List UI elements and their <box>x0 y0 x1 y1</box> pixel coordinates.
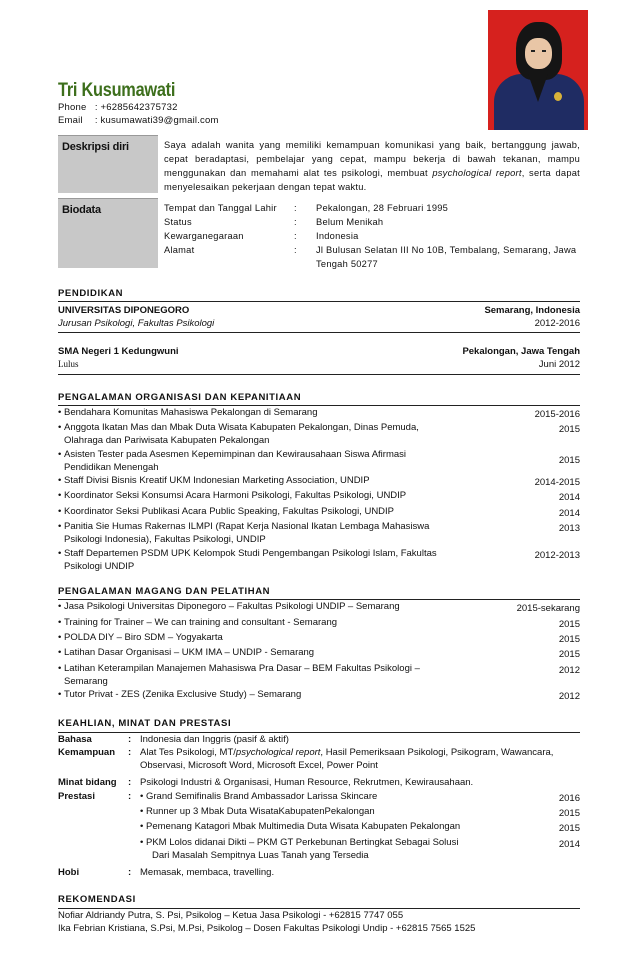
list-item: • Bendahara Komunitas Mahasiswa Pekalongan di Semarang 2015-2016 <box>58 406 580 421</box>
list-item: • Runner up 3 Mbak Duta WisataKabupatenPekalongan 2015 <box>140 805 580 820</box>
skill-minat: Minat bidang : Psikologi Industri & Organisasi, Human Resource, Rekrutmen, Kewirausahaan. <box>58 777 474 789</box>
pendidikan-section <box>58 287 580 375</box>
list-item: • Tutor Privat - ZES (Zenika Exclusive Study) – Semarang 2012 <box>58 688 580 703</box>
rekomendasi-title: REKOMENDASI <box>58 893 580 908</box>
rekomendasi-section <box>58 893 580 934</box>
list-item: • Training for Trainer – We can training and consultant - Semarang 2015 <box>58 616 580 631</box>
list-item: • Staff Departemen PSDM UPK Kelompok Studi Pengembangan Psikologi Islam, Fakultas Psikologi UNDIP 2012-2013 <box>58 547 580 574</box>
list-item: • Latihan Dasar Organisasi – UKM IMA – UNDIP - Semarang 2015 <box>58 646 580 661</box>
contact-info <box>58 101 219 127</box>
biodata-label: Biodata <box>58 198 158 268</box>
list-item: • Jasa Psikologi Universitas Diponegoro – Fakultas Psikologi UNDIP – Semarang 2015-sekarang <box>58 600 580 615</box>
university-major: Jurusan Psikologi, Fakultas Psikologi <box>58 318 215 330</box>
university-location: Semarang, Indonesia <box>484 305 580 317</box>
list-item: • PKM Lolos didanai Dikti – PKM GT Perkebunan Bertingkat Sebagai Solusi Dari Masalah Sempitnya Luas Tanah yang Tersedia 2014 <box>140 836 580 863</box>
bio-key: Status <box>164 217 192 227</box>
bio-key: Alamat <box>164 245 195 255</box>
skill-prestasi: Prestasi : • Grand Semifinalis Brand Ambassador Larissa Skincare 2016 • Runner up 3 Mbak Duta WisataKabupatenPekalongan 2015 • Pemenang Katagori Mbak Multimedia Duta Wisata Kabupaten Pekalongan 2015 • PKM Lolos didanai Dikti – PKM GT Perkebunan Bertingkat Sebagai Solusi Dari Masalah Sempitnya Luas Tanah yang Tersedia 2014 <box>58 790 580 862</box>
list-item: • Koordinator Seksi Konsumsi Acara Harmoni Psikologi, Fakultas Psikologi, UNDIP 2014 <box>58 489 580 504</box>
skill-kemampuan: Kemampuan : Alat Tes Psikologi, MT/psychological report, Hasil Pemeriksaan Psikologi, Psikogram, Wawancara, Observasi, Microsoft Word, Microsoft Excel, Power Point <box>58 746 554 772</box>
rekomendasi-line: Nofiar Aldriandy Putra, S. Psi, Psikolog – Ketua Jasa Psikologi - +62815 7747 055 <box>58 909 404 921</box>
bio-value: Belum Menikah <box>316 217 384 227</box>
bio-value: Pekalongan, 28 Februari 1995 <box>316 203 449 213</box>
rekomendasi-line: Ika Febrian Kristiana, S.Psi, M.Psi, Psikolog – Dosen Fakultas Psikologi Undip - +62815 7565 1525 <box>58 922 476 934</box>
list-item: • Asisten Tester pada Asesmen Kepemimpinan dan Kewirausahaan Siswa Afirmasi Pendidikan Menengah 2015 <box>58 448 580 475</box>
list-item: • Latihan Keterampilan Manajemen Mahasiswa Pra Dasar – BEM Fakultas Psikologi – Semarang 2012 <box>58 662 580 689</box>
school-status: Lulus <box>58 359 79 370</box>
biodata-grid: Tempat dan Tanggal Lahir : Pekalongan, 28 Februari 1995 Status : Belum Menikah Kewarganegaraan : Indonesia Alamat : Jl Bulusan Selatan III No 10B, Tembalang, Semarang, Jawa Tengah 50277 <box>164 201 580 271</box>
university-name: UNIVERSITAS DIPONEGORO <box>58 305 190 317</box>
deskripsi-text: Saya adalah wanita yang memiliki kemampuan komunikasi yang baik, bertanggung jawab, cepat beradaptasi, pembelajar yang cepat, mampu bekerja di bawah tekanan, mampu menggunakan dan memahami alat tes psikologi, membuat psychological report, serta dapat menyelesaikan pekerjaan dengan tepat waktu. <box>164 140 580 192</box>
school-name: SMA Negeri 1 Kedungwuni <box>58 346 179 358</box>
bio-value: Indonesia <box>316 231 359 241</box>
list-item: • Pemenang Katagori Mbak Multimedia Duta Wisata Kabupaten Pekalongan 2015 <box>140 820 580 835</box>
list-item: • Grand Semifinalis Brand Ambassador Larissa Skincare 2016 <box>140 790 580 805</box>
list-item: • POLDA DIY – Biro SDM – Yogyakarta 2015 <box>58 631 580 646</box>
skill-hobi: Hobi : Memasak, membaca, travelling. <box>58 867 275 879</box>
organisasi-section <box>58 391 580 574</box>
list-item: • Panitia Sie Humas Rakernas ILMPI (Rapat Kerja Nasional Ikatan Lembaga Mahasiswa Psikologi Indonesia), Fakultas Psikologi, UNDIP 2013 <box>58 520 580 547</box>
bio-key: Kewarganegaraan <box>164 231 244 241</box>
cv-header <box>58 0 580 131</box>
bio-value: Jl Bulusan Selatan III No 10B, Tembalang, Semarang, Jawa Tengah 50277 <box>316 245 577 269</box>
magang-title: PENGALAMAN MAGANG DAN PELATIHAN <box>58 585 580 600</box>
organisasi-title: PENGALAMAN ORGANISASI DAN KEPANITIAAN <box>58 391 580 406</box>
email-value: : kusumawati39@gmail.com <box>94 115 219 126</box>
skill-bahasa: Bahasa : Indonesia dan Inggris (pasif & aktif) <box>58 733 289 745</box>
school-location: Pekalongan, Jawa Tengah <box>462 346 580 358</box>
biodata-section <box>58 198 580 271</box>
list-item: • Anggota Ikatan Mas dan Mbak Duta Wisata Kabupaten Pekalongan, Dinas Pemuda, Olahraga dan Pariwisata Kabupaten Pekalongan 2015 <box>58 421 580 448</box>
bio-key: Tempat dan Tanggal Lahir <box>164 203 277 213</box>
list-item: • Koordinator Seksi Publikasi Acara Public Speaking, Fakultas Psikologi, UNDIP 2014 <box>58 505 580 520</box>
list-item: • Staff Divisi Bisnis Kreatif UKM Indonesian Marketing Association, UNDIP 2014-2015 <box>58 474 580 489</box>
university-years: 2012-2016 <box>534 318 580 330</box>
email-label: Email <box>58 115 83 126</box>
school-date: Juni 2012 <box>538 359 580 371</box>
person-name: Tri Kusumawati <box>58 80 176 101</box>
keahlian-section <box>58 717 580 879</box>
magang-section <box>58 585 580 703</box>
deskripsi-section <box>58 135 580 194</box>
phone-label: Phone <box>58 102 87 113</box>
pendidikan-title: PENDIDIKAN <box>58 287 580 302</box>
profile-photo <box>488 10 588 130</box>
deskripsi-label: Deskripsi diri <box>58 135 158 193</box>
keahlian-title: KEAHLIAN, MINAT DAN PRESTASI <box>58 717 580 732</box>
phone-value: : +6285642375732 <box>94 102 178 113</box>
